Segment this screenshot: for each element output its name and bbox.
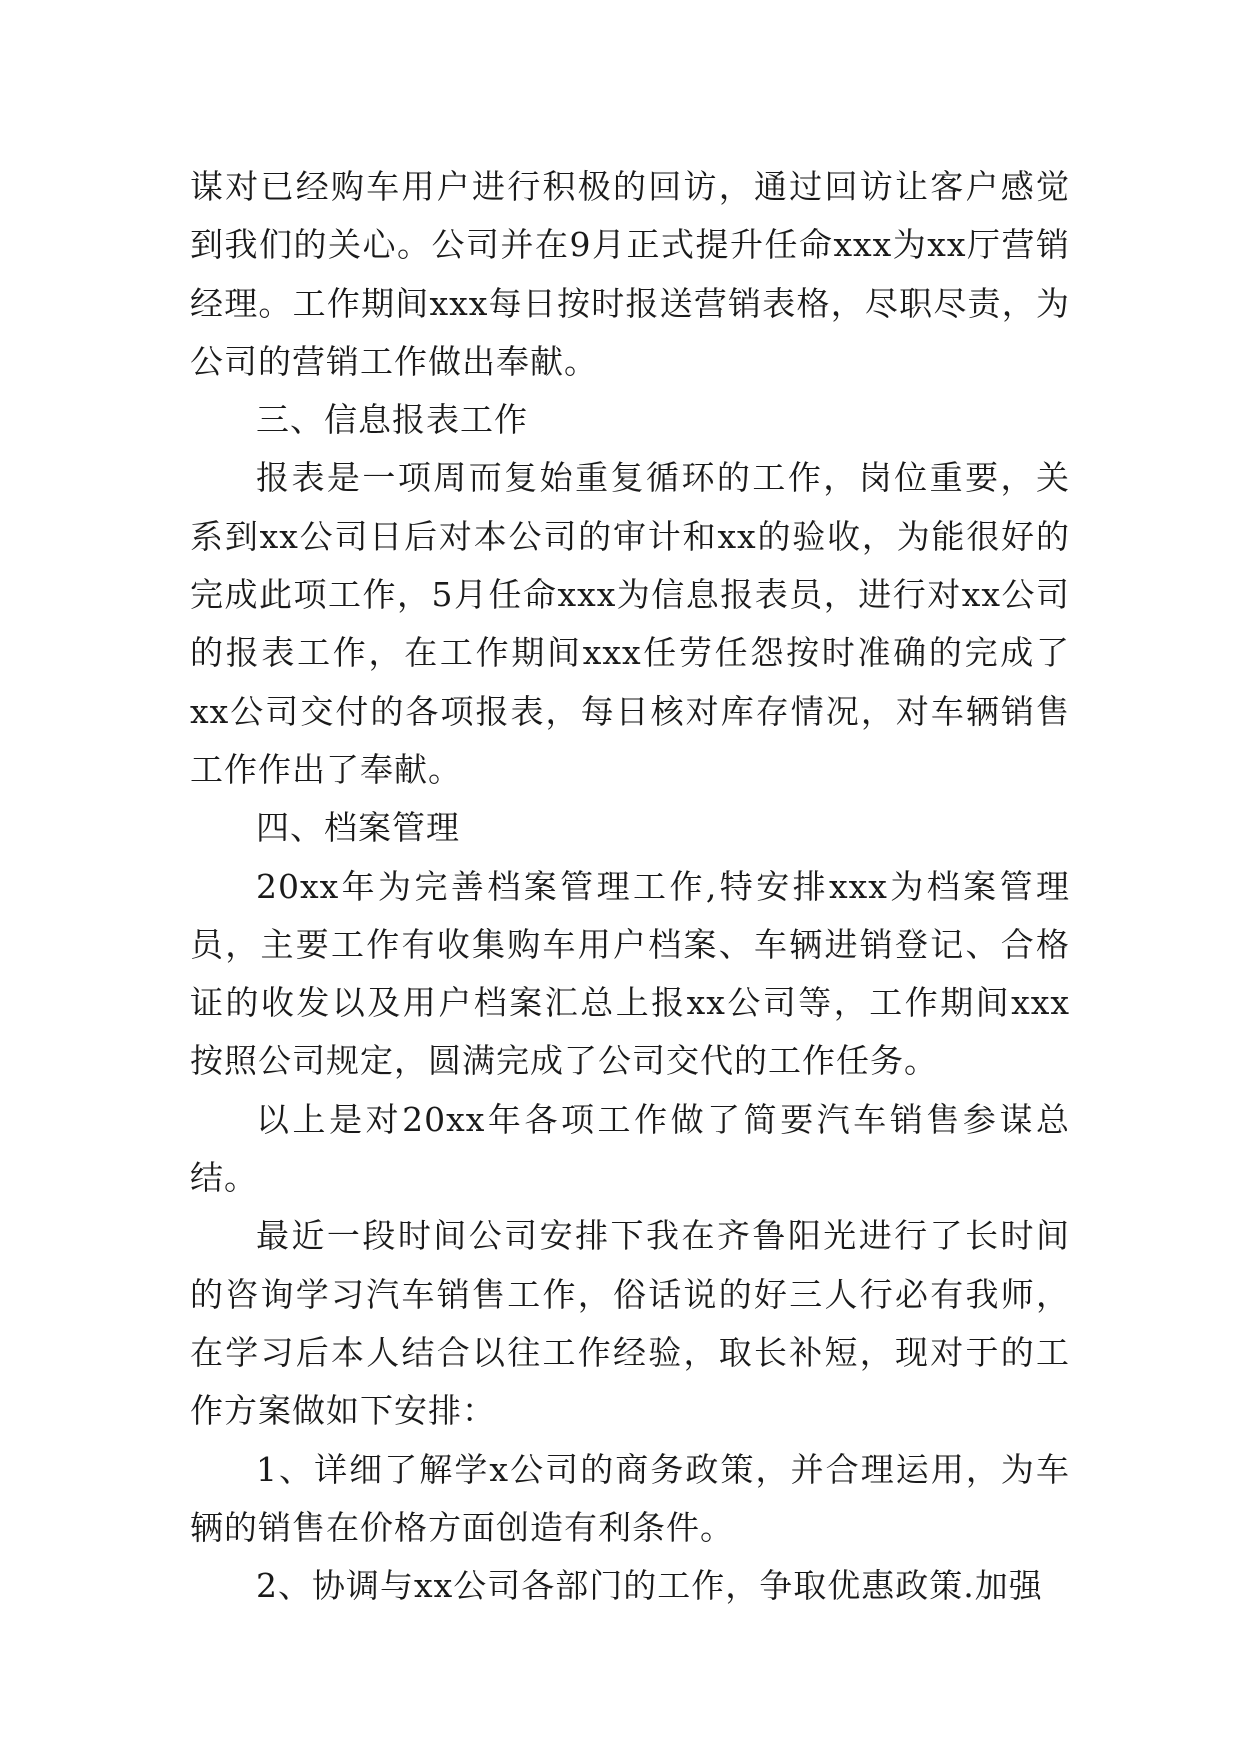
section-heading-info-reports: 三、信息报表工作 <box>256 400 528 440</box>
list-item-2: 2、协调与xx公司各部门的工作，争取优惠政策.加强 <box>256 1566 1043 1606</box>
document-body <box>190 158 1070 1615</box>
paragraph-archive-management: 20xx年为完善档案管理工作,特安排xxx为档案管理员，主要工作有收集购车用户档案、车辆进销登记、合格证的收发以及用户档案汇总上报xx公司等，工作期间xxx按照公司规定，圆满完成了公司交代的工作任务。 <box>190 866 1070 1081</box>
paragraph-callback-continued: 谋对已经购车用户进行积极的回访，通过回访让客户感觉到我们的关心。公司并在9月正式提升任命xxx为xx厅营销经理。工作期间xxx每日按时报送营销表格，尽职尽责，为公司的营销工作做出奉献。 <box>190 167 1070 381</box>
section-heading-archive-management: 四、档案管理 <box>256 808 460 848</box>
paragraph-info-reports: 报表是一项周而复始重复循环的工作，岗位重要，关系到xx公司日后对本公司的审计和xx的验收，为能很好的完成此项工作，5月任命xxx为信息报表员，进行对xx公司的报表工作，在工作期间xxx任劳任怨按时准确的完成了xx公司交付的各项报表，每日核对库存情况，对车辆销售工作作出了奉献。 <box>190 458 1070 789</box>
list-item-1: 1、详细了解学x公司的商务政策，并合理运用，为车辆的销售在价格方面创造有利条件。 <box>190 1449 1070 1547</box>
paragraph-summary: 以上是对20xx年各项工作做了简要汽车销售参谋总结。 <box>190 1099 1070 1198</box>
paragraph-recent-study: 最近一段时间公司安排下我在齐鲁阳光进行了长时间的咨询学习汽车销售工作，俗话说的好三人行必有我师，在学习后本人结合以往工作经验，取长补短，现对于的工作方案做如下安排： <box>190 1216 1070 1431</box>
